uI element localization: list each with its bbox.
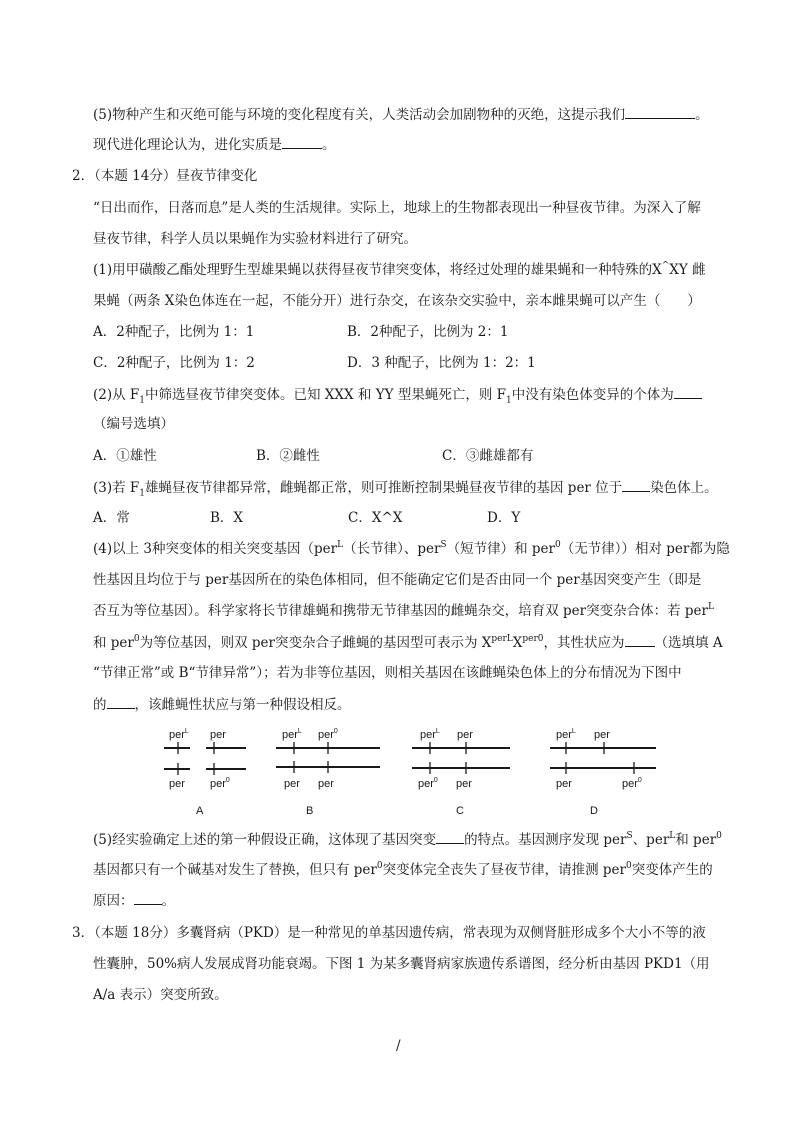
q2-p4-line2: 性基因且均位于与 per基因所在的染色体相同，但不能确定它们是否由同一个 per基因突变产生（即是 xyxy=(93,572,702,588)
text: 的特点。基因测序发现 per xyxy=(464,832,627,848)
text: 。 xyxy=(161,893,175,909)
q2-p3-option-d: D．Y xyxy=(487,510,521,526)
answer-blank xyxy=(282,134,322,149)
superscript: S xyxy=(626,830,633,841)
text: 中没有染色体变异的个体为 xyxy=(511,387,674,403)
diagram-letter-d: D xyxy=(590,805,598,817)
text: 突变体完全丧失了昼夜节律，请推测 per xyxy=(382,862,627,878)
q3-line2: 性囊肿，50%病人发展成肾功能衰竭。下图 1 为某多囊肾病家族遗传系谱图，经分析由基因 PKD1（用 xyxy=(93,956,710,972)
gene-label-per: per xyxy=(594,729,610,741)
answer-blank xyxy=(134,890,162,905)
text: （长节律）、per xyxy=(343,541,441,557)
q2-p5-line2 xyxy=(93,860,713,880)
text: （无节律））相对 per都为隐 xyxy=(560,541,730,557)
subscript: 1 xyxy=(506,395,512,406)
q2-intro-line2: 昼夜节律，科学人员以果蝇作为实验材料进行了研究。 xyxy=(93,231,417,247)
gene-label-per: per xyxy=(556,778,572,790)
q2-p1-line1 xyxy=(93,260,706,280)
text: 中筛选昼夜节律突变体。已知 XXX 和 YY 型果蝇死亡，则 F xyxy=(145,387,506,403)
superscript: L xyxy=(337,539,344,550)
gene-label-perL: per$^L$ xyxy=(169,728,189,741)
text: 突变体产生的 xyxy=(631,862,713,878)
q2-p1-option-d: D．3 种配子，比例为 1：2：1 xyxy=(347,355,536,371)
q2-p3-option-b: B．X xyxy=(210,510,244,526)
q2-p2-line2: （编号选填） xyxy=(93,416,174,432)
text: (1)用甲磺酸乙酯处理野生型雄果蝇以获得昼夜节律突变体，将经过处理的雄果蝇和一种特殊的X xyxy=(93,262,662,278)
text: (4)以上 3种突变体的相关突变基因（per xyxy=(93,541,338,557)
question-number: 2． xyxy=(72,168,95,184)
text: (5)经实验确定上述的第一种假设正确，这体现了基因突变 xyxy=(93,832,437,848)
superscript: per0 xyxy=(522,633,544,644)
page-footer: / xyxy=(396,1038,401,1054)
gene-label-per0: per$^0$ xyxy=(622,777,642,790)
q2-p3-line1 xyxy=(93,477,718,498)
q2-p2-option-b: B．②雌性 xyxy=(256,448,320,464)
superscript: ^ xyxy=(661,260,670,271)
text: 雄蝇昼夜节律都异常，雌蝇都正常，则可推断控制果蝇昼夜节律的基因 per 位于 xyxy=(145,480,623,496)
text: 、per xyxy=(632,832,670,848)
q2-p1-line2: 果蝇（两条 X染色体连在一起，不能分开）进行杂交，在该杂交实验中，亲本雌果蝇可以产生（ ） xyxy=(93,293,701,309)
gene-label-perL: per$^L$ xyxy=(556,728,576,741)
text: 基因都只有一个碱基对发生了替换，但只有 per xyxy=(93,862,377,878)
q3-line1 xyxy=(72,923,706,943)
text: 。 xyxy=(322,137,336,153)
chromosome-diagram xyxy=(150,722,670,820)
text: 和 per xyxy=(93,635,134,651)
gene-label-per0: per$^0$ xyxy=(318,728,338,741)
text: ，该雌蝇性状应与第一种假设相反。 xyxy=(134,697,351,713)
answer-blank xyxy=(625,104,695,119)
superscript: L xyxy=(669,830,676,841)
text: XY 雌 xyxy=(669,262,706,278)
q2-p4-line5: “节律正常”或 B“节律异常”）；若为非等位基因，则相关基因在该雌蝇染色体上的分布情况为下图中 xyxy=(93,665,682,681)
answer-blank xyxy=(436,829,464,844)
q2-p4-line6 xyxy=(93,694,351,715)
superscript: L xyxy=(708,601,714,612)
gene-label-perL: per$^L$ xyxy=(282,728,302,741)
answer-blank xyxy=(107,694,135,709)
q5-prev-line2 xyxy=(93,134,336,155)
gene-label-per: per xyxy=(284,778,300,790)
question-title: （本题 14分）昼夜节律变化 xyxy=(94,168,258,184)
q2-p3-option-a: A．常 xyxy=(93,510,130,526)
superscript: 0 xyxy=(554,539,561,550)
q2-intro-line1: “日出而作，日落而息”是人类的生活规律。实际上，地球上的生物都表现出一种昼夜节律。为深入了解 xyxy=(93,200,701,216)
q2-p2-option-c: C．③雌雄都有 xyxy=(442,448,534,464)
text: 否互为等位基因）。科学家将长节律雄蝇和携带无节律基因的雌蝇杂交，培育双 per突变杂合体：若 per xyxy=(93,603,709,619)
text: (3)若 F xyxy=(93,480,140,496)
q2-p4-line1 xyxy=(93,539,730,559)
text: X xyxy=(512,635,523,651)
text: 为等位基因，则双 per突变杂合子雌蝇的基因型可表示为 X xyxy=(139,635,492,651)
text: ，其性状应为 xyxy=(543,635,625,651)
question-number: 3． xyxy=(72,925,95,941)
text: 。 xyxy=(695,107,709,123)
gene-label-per: per xyxy=(169,778,185,790)
q2-p3-option-c: C．X^X xyxy=(348,510,403,526)
text: （本题 18分）多囊肾病（PKD）是一种常见的单基因遗传病，常表现为双侧肾脏形成多个大小不等的液 xyxy=(94,925,706,941)
subscript: 1 xyxy=(139,488,146,499)
gene-label-per: per xyxy=(456,778,472,790)
q2-p5-line1 xyxy=(93,829,722,850)
gene-label-per: per xyxy=(210,729,226,741)
q2-p5-line3 xyxy=(93,890,175,911)
text: (5)物种产生和灭绝可能与环境的变化程度有关，人类活动会加剧物种的灭绝，这提示我们 xyxy=(93,107,626,123)
text: 和 per xyxy=(675,832,717,848)
diagram-option-b xyxy=(276,728,380,817)
gene-label-per0: per$^0$ xyxy=(210,777,230,790)
text: （选填填 A xyxy=(654,635,723,651)
q2-p2-line1 xyxy=(93,384,702,405)
diagram-option-d xyxy=(550,728,656,817)
superscript: 0 xyxy=(376,860,383,871)
superscript: 0 xyxy=(626,860,632,871)
answer-blank xyxy=(622,477,650,492)
superscript: 0 xyxy=(133,633,140,644)
superscript: perL xyxy=(491,633,513,644)
superscript: 0 xyxy=(716,830,722,841)
text: （短节律）和 per xyxy=(446,541,555,557)
text: 的 xyxy=(93,697,107,713)
gene-label-perL: per$^L$ xyxy=(420,728,440,741)
text: 原因： xyxy=(93,893,134,909)
diagram-letter-c: C xyxy=(456,805,464,817)
q2-p2-option-a: A．①雄性 xyxy=(93,448,157,464)
diagram-letter-a: A xyxy=(196,805,204,817)
q2-p1-option-b: B．2种配子，比例为 2：1 xyxy=(347,324,509,340)
diagram-option-c xyxy=(412,728,510,817)
answer-blank xyxy=(674,384,702,399)
q2-p1-option-a: A．2种配子，比例为 1：1 xyxy=(93,324,255,340)
subscript: 1 xyxy=(139,395,146,406)
superscript: S xyxy=(440,539,447,550)
diagram-option-a xyxy=(164,728,246,817)
diagram-letter-b: B xyxy=(306,805,314,817)
q5-prev-line1 xyxy=(93,104,709,125)
q2-heading xyxy=(72,166,257,186)
q2-p4-line3 xyxy=(93,601,714,621)
gene-label-per0: per$^0$ xyxy=(418,777,438,790)
text: (2)从 F xyxy=(93,387,140,403)
text: 染色体上。 xyxy=(650,480,718,496)
gene-label-per: per xyxy=(457,729,473,741)
q3-line3: A/a 表示）突变所致。 xyxy=(93,987,228,1003)
q2-p1-option-c: C．2种配子，比例为 1：2 xyxy=(93,355,255,371)
answer-blank xyxy=(625,632,655,647)
q2-p4-line4 xyxy=(93,632,723,653)
text: 现代进化理论认为，进化实质是 xyxy=(93,137,282,153)
gene-label-per: per xyxy=(318,778,334,790)
